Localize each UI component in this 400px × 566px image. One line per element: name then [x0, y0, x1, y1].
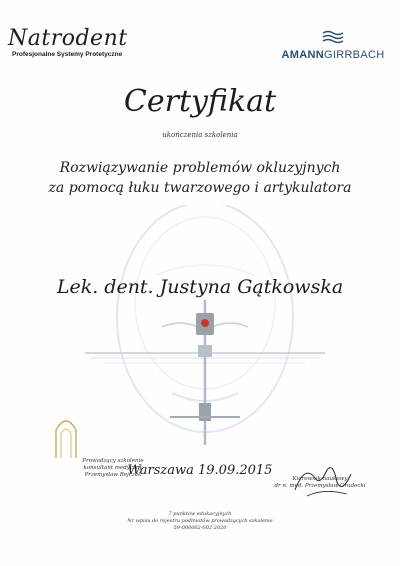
amanngirrbach-logo — [278, 30, 388, 61]
registry-label: Nr wpisu do rejestru podmiotów prowadzących szkolenie — [127, 518, 273, 524]
course-line-1: Rozwiązywanie problemów okluzyjnych — [59, 160, 341, 176]
education-points: 7 punktów edukacyjnych — [168, 511, 232, 517]
amann-text: AMANN — [281, 49, 324, 61]
girrbach-text: GIRRBACH — [323, 49, 385, 61]
natrodent-tagline: Profesjonalne Systemy Protetyczne — [12, 51, 123, 58]
course-line-2: za pomocą łuku twarzowego i artykulatora — [48, 180, 352, 196]
wave-icon — [322, 30, 344, 44]
certificate-subtitle: ukończenia szkolenia — [162, 131, 238, 139]
right-signatory — [274, 476, 366, 490]
arch-stamp-mark — [52, 410, 80, 460]
right-signatory-name: dr n. med. Przemysław Grudecki — [274, 483, 366, 489]
right-signatory-role: Kierownik naukowy — [292, 476, 348, 482]
place-and-date: Warszawa 19.09.2015 — [127, 463, 273, 478]
natrodent-wordmark: Natrodent — [8, 26, 128, 51]
certificate-title: Certyfikat — [123, 84, 277, 119]
amanngirrbach-wordmark — [278, 49, 388, 61]
left-signatory-role-1: Prowadzący szkolenie — [82, 458, 144, 464]
recipient-name: Lek. dent. Justyna Gątkowska — [56, 276, 344, 298]
natrodent-logo — [8, 28, 178, 58]
left-signatory-role-2: konsultant medyczny — [83, 465, 143, 471]
certificate-footer — [0, 511, 400, 532]
course-name — [0, 158, 400, 198]
face-bow-illustration — [60, 205, 350, 445]
registry-number: 59-000002-002-2020 — [173, 525, 227, 531]
left-signatory-name: Przemysław Rejczak — [84, 472, 142, 478]
